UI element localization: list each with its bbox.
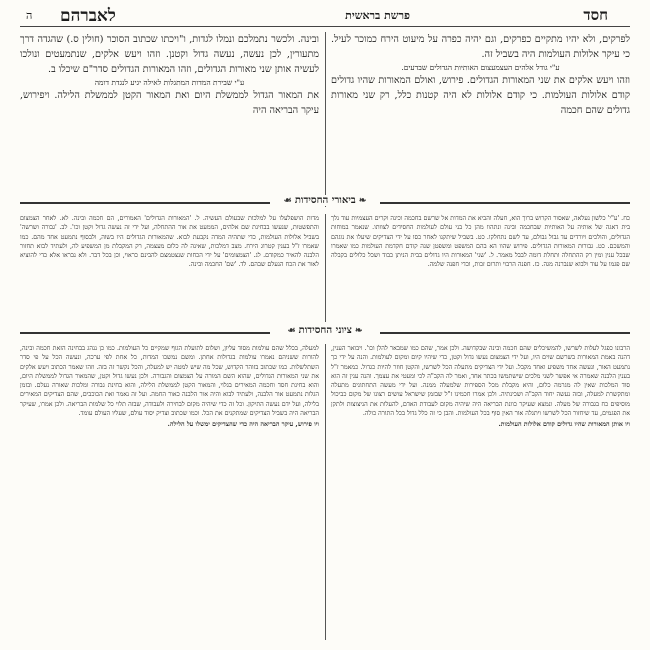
header-chesed: חסד xyxy=(583,6,608,24)
page-header xyxy=(20,4,630,24)
main-paragraph-3: ובינה. ולכשר נתמלכם ונמלו לגדות, ו"ויכתו שכתוב הסוכר (חולין ס.) שהגדה דרך מתעורין, לכן נעשה, נעשה גדול וקטנן. וזהו ויעש אלקים, שנתמעטים ונולכו לעשיה אותן שני מאורות הגדולים, וזהו המאורות הגדולים סדר"ם שיכלו ב. xyxy=(20,34,319,75)
column-divider-top xyxy=(325,32,326,207)
section-divider-line xyxy=(380,202,630,204)
notes-text: למעלה, בכלל שהם עולמות מסוד עליון, ושלום לתועלת הגוף שמקיים כל העולמות. כמו כן ננהג בבחינה הזאת חכמה ובינה, להורות ששניהם נאמרו עולמות בגדולות אחתן. ומשם נמשכו המדות, כל אחת לפי ערכה, ונעשה הכל על פי סדר השתלשלות. כמו שכתוב בזוהר הקדוש, שכל מה שיש למטה יש למעלה, והכל נקשר זה בזה. וזהו שאמר הכתוב ויעש אלקים את שני המאורות הגדולים, שהוא השם המורה על הצמצום והגבורה. ולכן נעשו גדול וקטן, שהמאור הגדול לממשלת היום, והוא בחינת חסד וחכמה המאירים בגלוי, והמאור הקטן לממשלת הלילה, והוא בחינת גבורה ומלכות שאורה נעלם. ובזמן הגלות נתמעט אור הלבנה, ולעתיד לבוא והיה אור הלבנה כאור החמה. ועל זה נאמר ואת הכוכבים, שהם הצדיקים המאירים בלילה, ועל ידם נעשה התיקון. וכל זה כדי שיהיה מקום לבחירה ולעבודה, שבזה תלוי כל שלמות הבריאה. ולכן אמרו, שעיקר הבריאה היה בשביל הצדיקים שמתקנים את הכל. וכמו שכתוב וצדיק יסוד עולם, שעליו העולם עומד. xyxy=(20,345,319,418)
section-title-tziyunei xyxy=(20,326,630,340)
notes-heading: ויו אותן המאורות שהיו גדולים קודם אלולות העולמות. xyxy=(498,421,630,429)
header-parsha: פרשת בראשית xyxy=(345,9,410,22)
section-label: ביאורי החסידות xyxy=(294,195,356,206)
notes-left xyxy=(20,344,319,640)
main-paragraph-2: וזהו ויעש אלקים את שני המאורות הגדולים. פירוש, ואולם המאורות שהיו גדולים קודם אלולות העולמות. כי קודם אלולות לא היה קטנות כלל, רק שני מאורות גדולים שהם חכמה xyxy=(331,75,630,116)
main-paragraph-4: את המאור הגדול לממשלת היום ואת המאור הקטן לממשלת הלילה. ויפירוש, עיקר הבריאה היה xyxy=(20,90,319,116)
notes-text: הרבונו כפגל לעלות לשרשו, להמשיכלים שהם חכמה ובינה שבקדושה. ולכן אמר, שהם כמו שמבאר להלן וכו'. ויבואר הענין, דהנה באמת המאורות בשרשם שוים היו, ועל ידי הצמצום נעשו גדול וקטן, כדי שיהיו קיום ומקום לעולמות. והנה על ידי כך נתמעט האור, ונעשה אחד משפיע ואחד מקבל. ועל ידי הצדיקים מתעלה הכל לשרשו, והקטן חוזר להיות כגדול. כמאמר ז"ל בענין הלבנה שאמרה אי אפשר לשני מלכים שישתמשו בכתר אחד, ואמר לה הקב"ה לכי ומעטי את עצמך. והנה ענין זה הוא סוד המלכות שאין לה מגרמה כלום, והיא מקבלת מכל הספירות שלמעלה ממנה. ועל ידי מעשה התחתונים מתעלה ומתקשרת למעלה, ובזה נעשה יחוד הקב"ה ושכינתיה. ולכן אמרו חכמינו ז"ל שבזמן שישראל עושים רצונו של מקום כביכול מוסיפים כח בגבורה של מעלה. ונמצא שעיקר כוונת הבריאה היה שיהיה מקום לעבודת האדם, להעלות את הניצוצות ולתקן את הפגמים, עד שיחזור הכל לשרשו ויתגלה אור האין סוף בכל העולמות. והבן כי זה כלל גדול בכל התורה כולה. xyxy=(331,345,630,418)
page-number: ה xyxy=(26,9,33,22)
section-label: ציוני החסידות xyxy=(298,325,352,336)
section-divider-line xyxy=(20,332,270,334)
section-divider-line xyxy=(380,332,630,334)
ornament-icon: ❧ xyxy=(351,326,363,336)
main-paragraph-1: לפרקים, ולא יהיו מתקיים כפרקים, וגם יהיה כפרה על מיעוט הירח כמוכר לעיל. כי עיקר אלולות העולמות היה בשביל זה. xyxy=(331,34,630,60)
section-divider-line xyxy=(20,202,270,204)
commentary-text: מדות הושפלעלו על למלכות שבעולם העשיה. ל. 'המאורות הגדולים' האמורים, הם חכמה ובינה. לא. לאחר הצמצום והתפשטות, שנעשו בבחינת שם אלהים, הממעט את אור ההתחלה, ועל ידי זה נעשה גדול וקטן וכו'. לב. 'גבורה ושרשה' בשביל אלולות העולמות, כדי שתהיה המדה נקבעת לבוא. שהמאורות הגדולים היו בשוה, ולבסוף נתמעט אחד מהם. כמו שאמרו ז"ל בענין קטרוג הירח. מצב דמלכות, שאינה לה כלום מעצמה, רק המקבלת מן המשפיע לה, ולעתיד לבוא תחזור הלבנה להאיר כמקודם. לג. 'הצמצומים' על ידי הכחות שנצטמצם להבינם כראוי, וכן בכל דבר. ולא נבראו אלא כדי להוציא לאור את הכח הנעלם שבהם. לד. 'שם' החכמה ובינה. xyxy=(20,215,319,269)
main-text-left xyxy=(20,32,319,212)
ornament-icon: ☙ xyxy=(287,326,299,336)
commentary-text: כח. 'ע"י' כלשון נעלאה, שאסור הקרוש ברוך הוא, חעלה והביא את המדות אל שרשם בחכמה וכינה וקרים העצמיות עוד נלך בית דאגה של אותיה על האותיות שבחכמה ובינה ונתהוו מהן כל בני עולם לעולמות החסידים לצוותו. שנאמר במוחות הגדולים, והולכים ויורדים עד גבול גבולם, עד לשם נתחלקו. כט. בשביל שיתקנו לאחר כסו על ידי הצדיקים שיעלו את נוגהם והמשכם. כט. גבורות המאורות הגדולים. פירוש שהוו הא בהם המשפט ומשפטן שנה קודם חקדמת העולמות כמו שאמרו שבכל ענין ומין רק ההתחלה ותחלת דומה לבבל מאמר. ל. 'שני' המאורות היו גדולים בבית הניתן כבוד ושכל כלולים בקבלה שם פגמו על עוד ולבוא שנברנה מגה. כז. חפנה הרבוי ותרום זכות, וכדי חפנה שלמה. xyxy=(331,215,630,269)
main-text-right xyxy=(331,32,630,212)
notes-right xyxy=(331,344,630,640)
ornament-icon: ❧ xyxy=(355,196,367,206)
marginal-note: ע"י שבירת המדות המתגלות לאילה יגיע לנגדת דומה xyxy=(94,78,245,87)
header-rule xyxy=(20,26,630,27)
column-divider-bottom xyxy=(325,344,326,640)
commentary-right xyxy=(331,214,630,326)
commentary-left xyxy=(20,214,319,326)
ornament-icon: ☙ xyxy=(283,196,295,206)
header-title: לאברהם xyxy=(60,6,116,26)
column-divider-mid xyxy=(325,214,326,322)
notes-heading: ויו פירוש, עיקר הבריאה היה כדי שהצדיקים ימשלו על הלילה. xyxy=(167,421,319,429)
section-title-biurei xyxy=(20,196,630,210)
marginal-note: ע"י גודל אלהים העצמעצום האותיות הגדולים שבדעים. xyxy=(401,63,560,72)
